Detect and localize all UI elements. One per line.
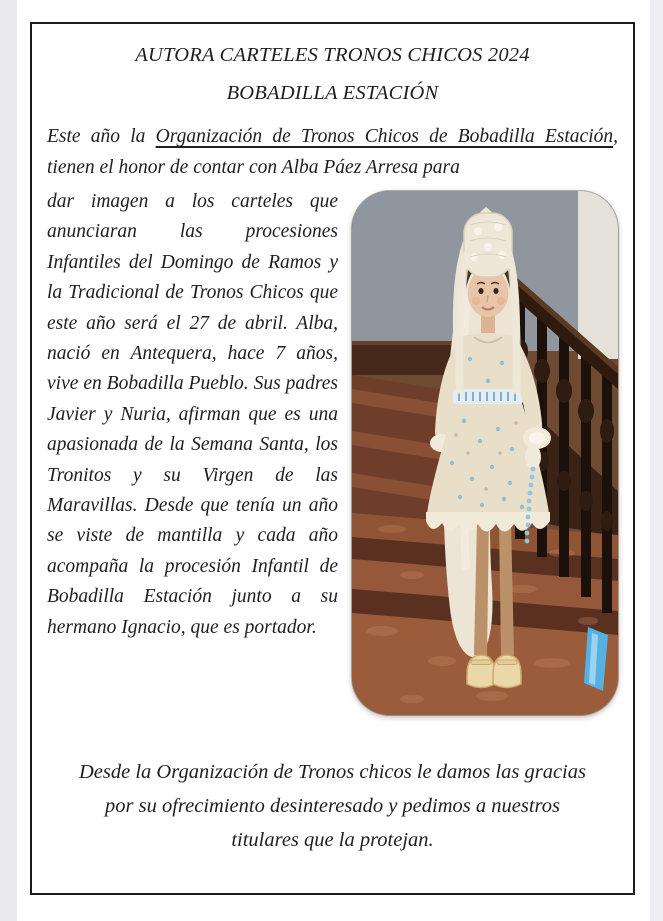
document-page — [30, 22, 635, 895]
document-title-line-2: BOBADILLA ESTACIÓN — [226, 82, 439, 104]
mantilla-headpiece — [464, 213, 512, 277]
alba-photo — [352, 191, 618, 715]
intro-paragraph — [47, 121, 618, 183]
bright-wall-strip — [578, 191, 618, 359]
closing-paragraph: Desde la Organización de Tronos chicos le damos las gracias por su ofrecimiento desinteresado y pedimos a nuestros titulares que la protejan. — [79, 761, 586, 851]
content-section — [46, 187, 619, 721]
intro-organization-underlined: Organización de Tronos Chicos de Bobadilla Estación — [155, 126, 614, 147]
neck — [481, 315, 495, 333]
scan-edge-left — [0, 0, 17, 921]
gloved-hand — [525, 445, 541, 469]
body-paragraph: dar imagen a los carteles que anunciaran las procesiones Infantiles del Domingo de Ramos y la Tradicional de Tronos Chicos que este año será el 27 de abril. Alba, nació en Antequera, hace 7 años, vive en Bobadilla Pueblo. Sus padres Javier y Nuria, afirman que es una apasionada de la Semana Santa, los Tronitos y su Virgen de las Maravillas. Desde que tenía un año se viste de mantilla y cada año acompaña la procesión Infantil de Bobadilla Estación junto a su hermano Ignacio, que es portador. — [47, 191, 338, 638]
alba-photo-illustration — [352, 191, 618, 715]
scan-edge-right — [650, 0, 663, 921]
intro-text-after: , tienen el honor de contar con Alba Páez Arresa para — [47, 126, 618, 178]
document-title-line-1: AUTORA CARTELES TRONOS CHICOS 2024 — [135, 44, 530, 66]
intro-text-before: Este año la — [47, 126, 156, 147]
